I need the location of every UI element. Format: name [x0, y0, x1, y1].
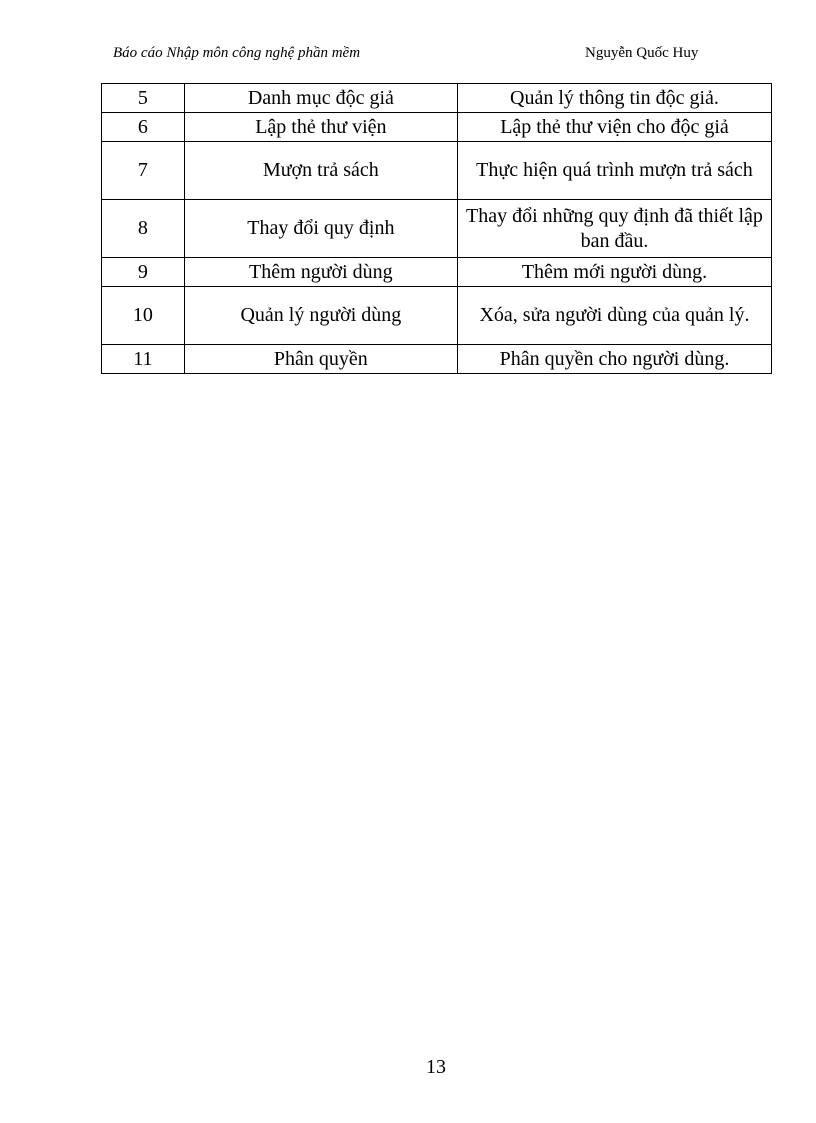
- function-description: Phân quyền cho người dùng.: [457, 345, 771, 374]
- table-row: [102, 287, 772, 345]
- row-number: 7: [102, 142, 185, 200]
- function-name: Lập thẻ thư viện: [184, 113, 457, 142]
- function-description: Thêm mới người dùng.: [457, 258, 771, 287]
- function-name: Thêm người dùng: [184, 258, 457, 287]
- header-author: Nguyễn Quốc Huy: [585, 45, 699, 61]
- table-row: [102, 84, 772, 113]
- table-row: [102, 200, 772, 258]
- row-number: 11: [102, 345, 185, 374]
- table-row: [102, 142, 772, 200]
- table-row: [102, 345, 772, 374]
- function-description: Lập thẻ thư viện cho độc giả: [457, 113, 771, 142]
- function-description: Thay đổi những quy định đã thiết lập ban đầu.: [457, 200, 771, 258]
- table-row: [102, 258, 772, 287]
- function-table: [101, 83, 772, 374]
- page-number: 13: [426, 1056, 446, 1078]
- table-row: [102, 113, 772, 142]
- function-description: Xóa, sửa người dùng của quản lý.: [457, 287, 771, 345]
- row-number: 6: [102, 113, 185, 142]
- row-number: 10: [102, 287, 185, 345]
- function-description: Quản lý thông tin độc giả.: [457, 84, 771, 113]
- row-number: 9: [102, 258, 185, 287]
- row-number: 8: [102, 200, 185, 258]
- function-name: Quản lý người dùng: [184, 287, 457, 345]
- function-name: Danh mục độc giả: [184, 84, 457, 113]
- function-name: Mượn trả sách: [184, 142, 457, 200]
- row-number: 5: [102, 84, 185, 113]
- function-name: Thay đổi quy định: [184, 200, 457, 258]
- function-name: Phân quyền: [184, 345, 457, 374]
- function-description: Thực hiện quá trình mượn trả sách: [457, 142, 771, 200]
- header-report-title: Báo cáo Nhập môn công nghệ phần mềm: [113, 45, 361, 61]
